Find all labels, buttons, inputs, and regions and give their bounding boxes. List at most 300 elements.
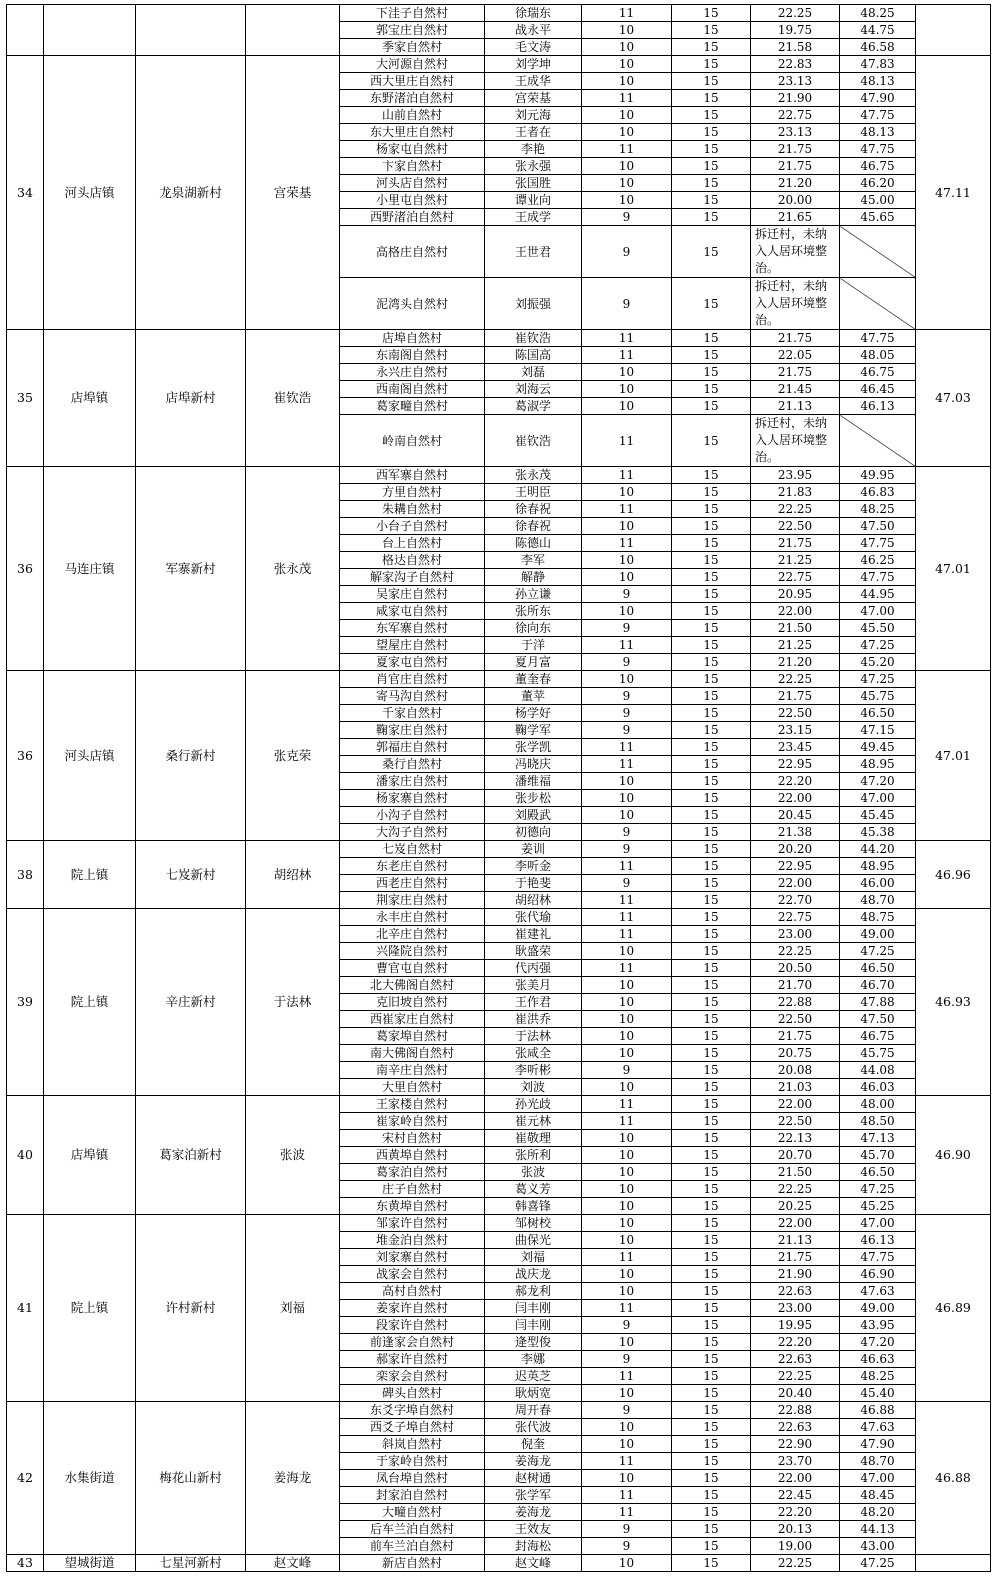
score-c: 21.75 [751,330,840,347]
score-c: 21.20 [751,654,840,671]
village-name: 永丰庄自然村 [340,909,485,926]
score-b: 15 [672,1555,751,1572]
village-name: 凤台埠自然村 [340,1470,485,1487]
score-b: 15 [672,994,751,1011]
village-name: 解家沟子自然村 [340,569,485,586]
village-name: 西老庄自然村 [340,875,485,892]
score-a: 11 [582,535,672,552]
new-village-cell: 七岌新村 [136,841,246,909]
village-name: 高村自然村 [340,1283,485,1300]
score-a: 9 [582,209,672,226]
score-b: 15 [672,671,751,688]
score-a: 11 [582,858,672,875]
score-b: 15 [672,1062,751,1079]
total-score: 46.20 [840,175,916,192]
score-b: 15 [672,1249,751,1266]
score-b: 15 [672,501,751,518]
total-score: 48.00 [840,1096,916,1113]
secretary-cell: 张永茂 [246,467,340,671]
rank-cell: 42 [7,1402,44,1555]
village-name: 泥湾头自然村 [340,278,485,330]
group-average: 46.96 [916,841,991,909]
secretary-name: 张步松 [485,790,582,807]
total-score: 44.20 [840,841,916,858]
village-name: 东老庄自然村 [340,858,485,875]
village-name: 寄马沟自然村 [340,688,485,705]
score-c: 21.75 [751,1028,840,1045]
total-score: 46.45 [840,381,916,398]
score-b: 15 [672,1198,751,1215]
score-c: 22.13 [751,1130,840,1147]
table-row [7,1555,991,1572]
score-b: 15 [672,756,751,773]
secretary-name: 崔元林 [485,1113,582,1130]
score-a: 10 [582,1164,672,1181]
table-row [7,909,991,926]
total-score: 43.95 [840,1317,916,1334]
village-name: 新店自然村 [340,1555,485,1572]
score-a: 10 [582,364,672,381]
secretary-name: 鞠学军 [485,722,582,739]
score-c: 20.13 [751,1521,840,1538]
score-a: 10 [582,56,672,73]
score-b: 15 [672,892,751,909]
score-c: 22.20 [751,773,840,790]
total-score: 45.40 [840,1385,916,1402]
village-name: 卞家自然村 [340,158,485,175]
secretary-cell: 刘福 [246,1215,340,1402]
village-name: 小台子自然村 [340,518,485,535]
total-score: 46.90 [840,1266,916,1283]
total-score: 47.90 [840,90,916,107]
table-row [7,1215,991,1232]
secretary-name: 封海松 [485,1538,582,1555]
total-score: 46.75 [840,364,916,381]
score-c: 21.50 [751,1164,840,1181]
total-score: 46.75 [840,158,916,175]
score-a: 10 [582,22,672,39]
total-score: 49.45 [840,739,916,756]
new-village-cell: 辛庄新村 [136,909,246,1096]
new-village-cell: 梅花山新村 [136,1402,246,1555]
group-average: 46.90 [916,1096,991,1215]
village-name: 大里自然村 [340,1079,485,1096]
total-score: 49.95 [840,467,916,484]
village-name: 段家许自然村 [340,1317,485,1334]
secretary-name: 徐春祝 [485,501,582,518]
score-b: 15 [672,90,751,107]
secretary-name: 战永平 [485,22,582,39]
village-name: 葛家泊自然村 [340,1164,485,1181]
score-b: 15 [672,1470,751,1487]
town-cell: 院上镇 [44,1215,136,1402]
secretary-name: 毛文涛 [485,39,582,56]
village-name: 岭南自然村 [340,415,485,467]
score-c: 19.75 [751,22,840,39]
secretary-name: 解静 [485,569,582,586]
score-a: 10 [582,1283,672,1300]
village-name: 大疃自然村 [340,1504,485,1521]
score-b: 15 [672,1045,751,1062]
secretary-name: 张国胜 [485,175,582,192]
score-a: 11 [582,141,672,158]
total-score: 46.75 [840,1028,916,1045]
score-b: 15 [672,620,751,637]
rank-cell: 38 [7,841,44,909]
secretary-name: 李娜 [485,1351,582,1368]
score-b: 15 [672,415,751,467]
total-score: 47.25 [840,1181,916,1198]
score-c: 22.00 [751,603,840,620]
score-c: 22.50 [751,705,840,722]
secretary-name: 战庆龙 [485,1266,582,1283]
group-average: 46.93 [916,909,991,1096]
total-score: 43.00 [840,1538,916,1555]
village-name: 兴隆院自然村 [340,943,485,960]
secretary-cell: 于法林 [246,909,340,1096]
score-c: 19.95 [751,1317,840,1334]
score-c: 20.50 [751,960,840,977]
score-c: 22.00 [751,1470,840,1487]
score-a: 9 [582,654,672,671]
secretary-name: 张学军 [485,1487,582,1504]
secretary-name: 陈国高 [485,347,582,364]
village-name: 杨家寨自然村 [340,790,485,807]
score-c: 21.75 [751,535,840,552]
table-row [7,467,991,484]
score-a: 10 [582,773,672,790]
score-a: 10 [582,518,672,535]
relocation-note: 拆迁村，未纳入人居环境整治。 [751,226,840,278]
score-a: 10 [582,569,672,586]
village-name: 鞠家庄自然村 [340,722,485,739]
village-name: 千家自然村 [340,705,485,722]
crossed-out-total [840,415,916,467]
total-score: 48.13 [840,73,916,90]
score-b: 15 [672,398,751,415]
secretary-name: 冯晓庆 [485,756,582,773]
village-score-table [6,4,991,1572]
secretary-name: 韩喜锋 [485,1198,582,1215]
secretary-name: 代丙强 [485,960,582,977]
total-score: 45.00 [840,192,916,209]
village-name: 北辛庄自然村 [340,926,485,943]
score-a: 9 [582,722,672,739]
score-a: 10 [582,1130,672,1147]
secretary-name: 董苹 [485,688,582,705]
secretary-name: 崔钦浩 [485,330,582,347]
score-b: 15 [672,875,751,892]
village-name: 宋村自然村 [340,1130,485,1147]
secretary-name: 张代瑜 [485,909,582,926]
score-c: 22.00 [751,790,840,807]
score-b: 15 [672,330,751,347]
total-score: 44.08 [840,1062,916,1079]
total-score: 47.63 [840,1419,916,1436]
score-b: 15 [672,56,751,73]
score-b: 15 [672,1368,751,1385]
total-score: 47.00 [840,1470,916,1487]
score-b: 15 [672,1113,751,1130]
score-b: 15 [672,773,751,790]
secretary-name: 张咸全 [485,1045,582,1062]
score-c: 20.25 [751,1198,840,1215]
score-a: 10 [582,1385,672,1402]
total-score: 47.13 [840,1130,916,1147]
village-name: 大沟子自然村 [340,824,485,841]
score-a: 11 [582,1453,672,1470]
score-c: 21.90 [751,90,840,107]
score-c: 22.25 [751,1181,840,1198]
village-name: 曹官屯自然村 [340,960,485,977]
score-a: 10 [582,1079,672,1096]
new-village-cell: 军寨新村 [136,467,246,671]
score-a: 10 [582,1198,672,1215]
score-a: 10 [582,398,672,415]
score-a: 11 [582,1096,672,1113]
score-a: 9 [582,1351,672,1368]
village-name: 封家泊自然村 [340,1487,485,1504]
secretary-name: 李听金 [485,858,582,875]
score-b: 15 [672,705,751,722]
score-c: 23.95 [751,467,840,484]
village-name: 大河源自然村 [340,56,485,73]
total-score: 47.25 [840,1555,916,1572]
score-a: 10 [582,790,672,807]
score-a: 10 [582,1045,672,1062]
score-b: 15 [672,209,751,226]
secretary-name: 董奎春 [485,671,582,688]
secretary-cell: 姜海龙 [246,1402,340,1555]
score-a: 9 [582,1402,672,1419]
secretary-name: 葛义芳 [485,1181,582,1198]
secretary-name: 张代波 [485,1419,582,1436]
group-average: 47.03 [916,330,991,467]
secretary-name: 李听彬 [485,1062,582,1079]
secretary-name: 刘波 [485,1079,582,1096]
score-c: 20.40 [751,1385,840,1402]
village-name: 庄子自然村 [340,1181,485,1198]
score-a: 9 [582,1062,672,1079]
village-name: 东野渚泊自然村 [340,90,485,107]
village-name: 下洼子自然村 [340,5,485,22]
score-c: 21.75 [751,1249,840,1266]
score-a: 9 [582,824,672,841]
town-cell: 店埠镇 [44,1096,136,1215]
secretary-name: 姜海龙 [485,1504,582,1521]
score-c: 21.58 [751,39,840,56]
secretary-cell: 张波 [246,1096,340,1215]
score-a: 10 [582,1147,672,1164]
score-b: 15 [672,1317,751,1334]
score-a: 10 [582,158,672,175]
secretary-name: 迟英芝 [485,1368,582,1385]
village-name: 方里自然村 [340,484,485,501]
score-b: 15 [672,364,751,381]
rank-cell: 36 [7,467,44,671]
group-average: 47.01 [916,671,991,841]
secretary-name: 姜训 [485,841,582,858]
score-c: 21.25 [751,637,840,654]
village-name: 克旧坡自然村 [340,994,485,1011]
score-c: 22.70 [751,892,840,909]
total-score: 47.75 [840,141,916,158]
score-b: 15 [672,1266,751,1283]
table-row [7,671,991,688]
new-village-cell: 七星河新村 [136,1555,246,1572]
score-b: 15 [672,569,751,586]
score-a: 10 [582,39,672,56]
secretary-name: 刘元海 [485,107,582,124]
new-village-cell: 葛家泊新村 [136,1096,246,1215]
total-score: 47.75 [840,107,916,124]
group-average: 46.88 [916,1402,991,1555]
score-c: 22.20 [751,1334,840,1351]
score-b: 15 [672,518,751,535]
total-score: 44.13 [840,1521,916,1538]
score-b: 15 [672,1504,751,1521]
village-name: 望屋庄自然村 [340,637,485,654]
score-a: 10 [582,175,672,192]
secretary-name: 孙光歧 [485,1096,582,1113]
score-c: 22.63 [751,1283,840,1300]
new-village-cell: 龙泉湖新村 [136,56,246,330]
score-a: 11 [582,347,672,364]
secretary-name: 郝龙利 [485,1283,582,1300]
total-score: 48.70 [840,892,916,909]
secretary-name: 刘福 [485,1249,582,1266]
score-a: 10 [582,671,672,688]
secretary-name: 王世君 [485,226,582,278]
score-b: 15 [672,535,751,552]
village-name: 前逢家会自然村 [340,1334,485,1351]
score-a: 11 [582,926,672,943]
score-a: 10 [582,73,672,90]
total-score: 47.75 [840,1249,916,1266]
total-score: 48.45 [840,1487,916,1504]
score-a: 9 [582,226,672,278]
score-b: 15 [672,1096,751,1113]
score-b: 15 [672,858,751,875]
score-b: 15 [672,1385,751,1402]
total-score: 48.70 [840,1453,916,1470]
secretary-name: 王成学 [485,209,582,226]
score-a: 9 [582,1317,672,1334]
total-score: 48.25 [840,501,916,518]
score-b: 15 [672,1351,751,1368]
score-c: 21.13 [751,398,840,415]
secretary-name: 刘振强 [485,278,582,330]
score-c: 22.50 [751,1011,840,1028]
score-a: 10 [582,124,672,141]
score-c: 21.75 [751,364,840,381]
village-name: 姜家许自然村 [340,1300,485,1317]
total-score: 47.63 [840,1283,916,1300]
score-b: 15 [672,107,751,124]
score-a: 11 [582,637,672,654]
secretary-name: 逄型俊 [485,1334,582,1351]
total-score: 46.58 [840,39,916,56]
score-c: 22.25 [751,501,840,518]
score-c: 22.45 [751,1487,840,1504]
total-score: 48.25 [840,5,916,22]
village-name: 北大佛阁自然村 [340,977,485,994]
score-b: 15 [672,586,751,603]
group-average [916,1555,991,1572]
score-c: 21.50 [751,620,840,637]
rank-cell: 34 [7,56,44,330]
score-b: 15 [672,960,751,977]
total-score: 48.95 [840,756,916,773]
score-a: 11 [582,415,672,467]
total-score: 49.00 [840,926,916,943]
score-b: 15 [672,1487,751,1504]
table-row [7,56,991,73]
table-row [7,1402,991,1419]
score-b: 15 [672,226,751,278]
total-score: 47.90 [840,1436,916,1453]
total-score: 48.75 [840,909,916,926]
score-a: 10 [582,1470,672,1487]
secretary-name: 张所东 [485,603,582,620]
secretary-name: 徐瑞东 [485,5,582,22]
town-cell: 河头店镇 [44,56,136,330]
score-a: 9 [582,875,672,892]
total-score: 45.50 [840,620,916,637]
score-c: 21.13 [751,1232,840,1249]
total-score: 48.20 [840,1504,916,1521]
rank-cell: 41 [7,1215,44,1402]
score-b: 15 [672,722,751,739]
score-a: 10 [582,1555,672,1572]
score-a: 11 [582,739,672,756]
total-score: 46.13 [840,398,916,415]
village-name: 西爻子埠自然村 [340,1419,485,1436]
secretary-name: 刘殿武 [485,807,582,824]
village-name: 东大里庄自然村 [340,124,485,141]
score-c: 22.25 [751,1555,840,1572]
town-cell: 河头店镇 [44,671,136,841]
village-name: 荆家庄自然村 [340,892,485,909]
score-c: 20.20 [751,841,840,858]
total-score: 47.15 [840,722,916,739]
total-score: 47.25 [840,943,916,960]
new-village-cell: 许村新村 [136,1215,246,1402]
village-name: 碑头自然村 [340,1385,485,1402]
village-name: 西大里庄自然村 [340,73,485,90]
total-score: 48.25 [840,1368,916,1385]
secretary-cell: 宫荣基 [246,56,340,330]
village-name: 郭福庄自然村 [340,739,485,756]
score-c: 21.75 [751,158,840,175]
table-body [7,5,991,1572]
score-c: 21.65 [751,209,840,226]
secretary-name: 张永强 [485,158,582,175]
score-c: 22.88 [751,994,840,1011]
secretary-cell: 张克荣 [246,671,340,841]
village-name: 西军寨自然村 [340,467,485,484]
new-village-cell: 桑行新村 [136,671,246,841]
secretary-name: 张学凯 [485,739,582,756]
score-a: 11 [582,5,672,22]
score-c: 22.88 [751,1402,840,1419]
score-a: 10 [582,943,672,960]
table-row [7,841,991,858]
total-score: 45.70 [840,1147,916,1164]
total-score: 47.25 [840,637,916,654]
secretary-name: 闫丰刚 [485,1300,582,1317]
score-b: 15 [672,1079,751,1096]
